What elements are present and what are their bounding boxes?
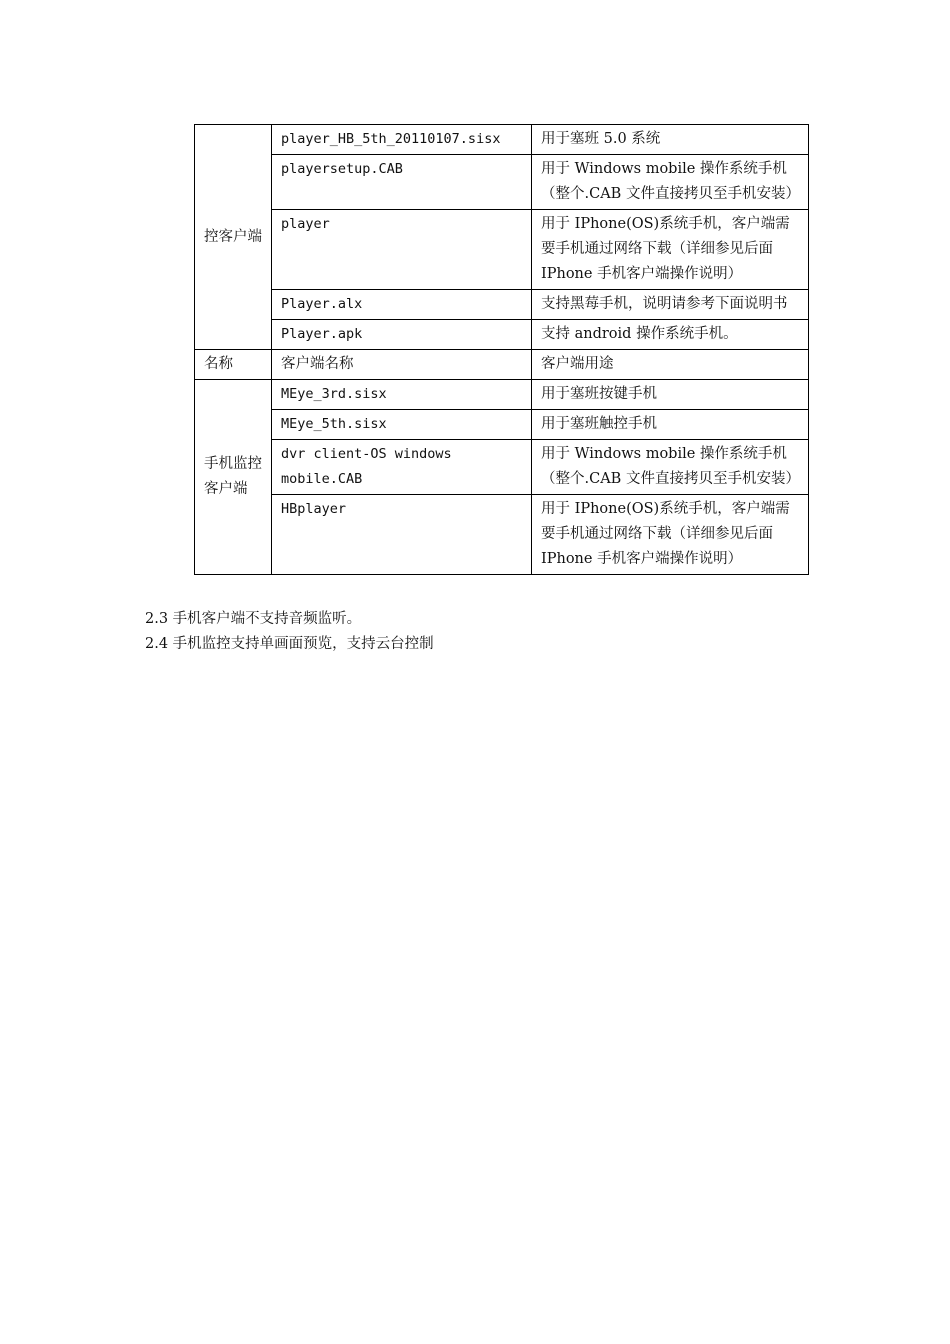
header-cell-client-name: 客户端名称 [272,350,532,380]
client-usage-cell: 用于塞班 5.0 系统 [532,125,809,155]
table-row [195,290,809,320]
client-name-cell: Player.apk [272,320,532,350]
header-cell-client-usage: 客户端用途 [532,350,809,380]
client-name-cell: player_HB_5th_20110107.sisx [272,125,532,155]
table-row [195,125,809,155]
client-name-cell: playersetup.CAB [272,155,532,210]
group-label-mobile-monitor-client: 手机监控客户端 [195,380,272,575]
client-usage-cell: 用于 IPhone(OS)系统手机，客户端需要手机通过网络下载（详细参见后面 IPhone 手机客户端操作说明） [532,210,809,290]
client-usage-cell: 用于塞班触控手机 [532,410,809,440]
client-name-cell: MEye_5th.sisx [272,410,532,440]
group-label-control-client: 控客户端 [195,125,272,350]
client-usage-cell: 用于 Windows mobile 操作系统手机（整个.CAB 文件直接拷贝至手机安装） [532,440,809,495]
table-row [195,495,809,575]
note-audio-unsupported: 2.3 手机客户端不支持音频监听。 [145,611,362,627]
table-row [195,320,809,350]
client-name-cell: Player.alx [272,290,532,320]
client-table [194,124,809,575]
client-usage-cell: 用于 IPhone(OS)系统手机，客户端需要手机通过网络下载（详细参见后面 IPhone 手机客户端操作说明） [532,495,809,575]
client-name-cell: dvr client-OS windows mobile.CAB [272,440,532,495]
client-name-cell: MEye_3rd.sisx [272,380,532,410]
table-row [195,410,809,440]
table-row [195,155,809,210]
note-ptz-support: 2.4 手机监控支持单画面预览，支持云台控制 [145,636,434,652]
table-header-row [195,350,809,380]
client-usage-cell: 用于 Windows mobile 操作系统手机（整个.CAB 文件直接拷贝至手机安装） [532,155,809,210]
client-name-cell: player [272,210,532,290]
client-usage-cell: 支持黑莓手机，说明请参考下面说明书 [532,290,809,320]
table-row [195,210,809,290]
client-usage-cell: 支持 android 操作系统手机。 [532,320,809,350]
header-cell-name: 名称 [195,350,272,380]
client-name-cell: HBplayer [272,495,532,575]
table-row [195,380,809,410]
client-usage-cell: 用于塞班按键手机 [532,380,809,410]
table-row [195,440,809,495]
